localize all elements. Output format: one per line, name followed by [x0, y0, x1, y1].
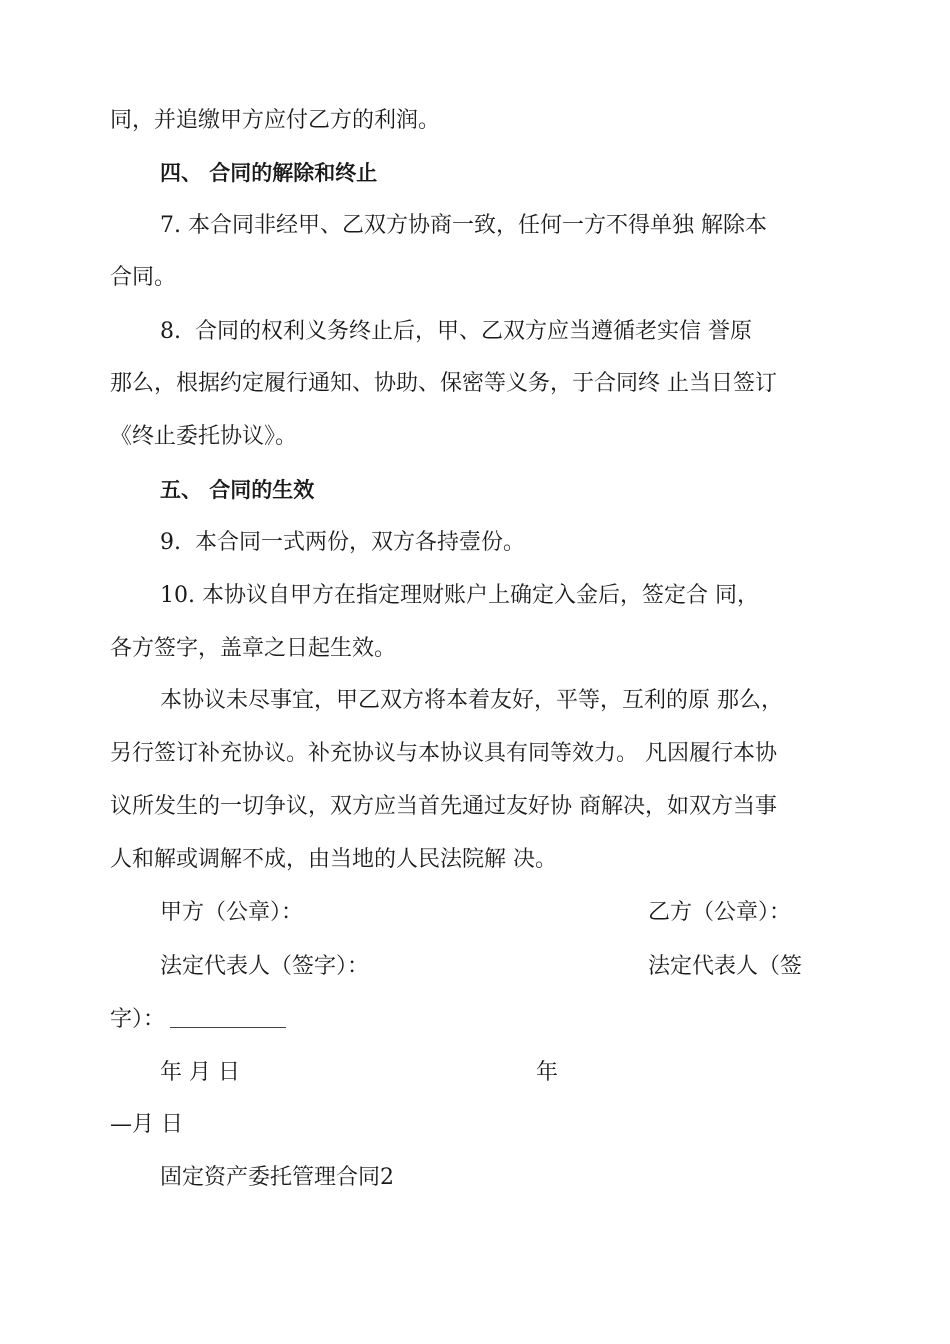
- party-a-rep-label: 法定代表人（签字）：: [160, 954, 370, 979]
- party-b-date-year: 年: [536, 1060, 559, 1085]
- clause-8-line-2: 那么，根据约定履行通知、协助、保密等义务，于合同终 止当日签订: [110, 371, 777, 396]
- section-heading-5: 五、 合同的生效: [160, 478, 315, 502]
- clause-7-line-1: 7. 本合同非经甲、乙双方协商一致，任何一方不得单独 解除本: [160, 213, 767, 238]
- clause-9: 9. 本合同一式两份，双方各持壹份。: [160, 530, 525, 555]
- clause-10-line-1: 10. 本协议自甲方在指定理财账户上确定入金后，签定合 同，: [160, 583, 759, 608]
- paragraph-misc-line-1: 本协议未尽事宜，甲乙双方将本着友好，平等，互利的原 那么，: [160, 688, 783, 713]
- clause-7-line-2: 合同。: [110, 265, 177, 290]
- paragraph-misc-line-4: 人和解或调解不成，由当地的人民法院解 决。: [110, 847, 557, 872]
- clause-8-line-1: 8. 合同的权利义务终止后，甲、乙双方应当遵循老实信 誉原: [160, 319, 752, 344]
- clause-8-line-3: 《终止委托协议》。: [110, 424, 298, 449]
- rep-signature-label: 字）：: [110, 1007, 166, 1032]
- party-b-rep-label: 法定代表人（签: [648, 954, 803, 979]
- party-b-seal-label: 乙方（公章）：: [648, 900, 792, 925]
- next-document-title: 固定资产委托管理合同2: [160, 1165, 394, 1190]
- signature-blank-line: [170, 1007, 286, 1028]
- rep-signature-row: [110, 1005, 286, 1035]
- paragraph-misc-line-3: 议所发生的一切争议，双方应当首先通过友好协 商解决，如双方当事: [110, 794, 777, 819]
- paragraph-line: 同，并追缴甲方应付乙方的利润。: [110, 108, 441, 133]
- party-a-seal-label: 甲方（公章）：: [160, 900, 304, 925]
- paragraph-misc-line-2: 另行签订补充协议。补充协议与本协议具有同等效力。 凡因履行本协: [110, 741, 777, 766]
- section-heading-4: 四、 合同的解除和终止: [160, 161, 378, 185]
- party-a-date: 年 月 日: [160, 1060, 240, 1085]
- party-b-date-rest: —月 日: [110, 1112, 183, 1137]
- clause-10-line-2: 各方签字，盖章之日起生效。: [110, 636, 397, 661]
